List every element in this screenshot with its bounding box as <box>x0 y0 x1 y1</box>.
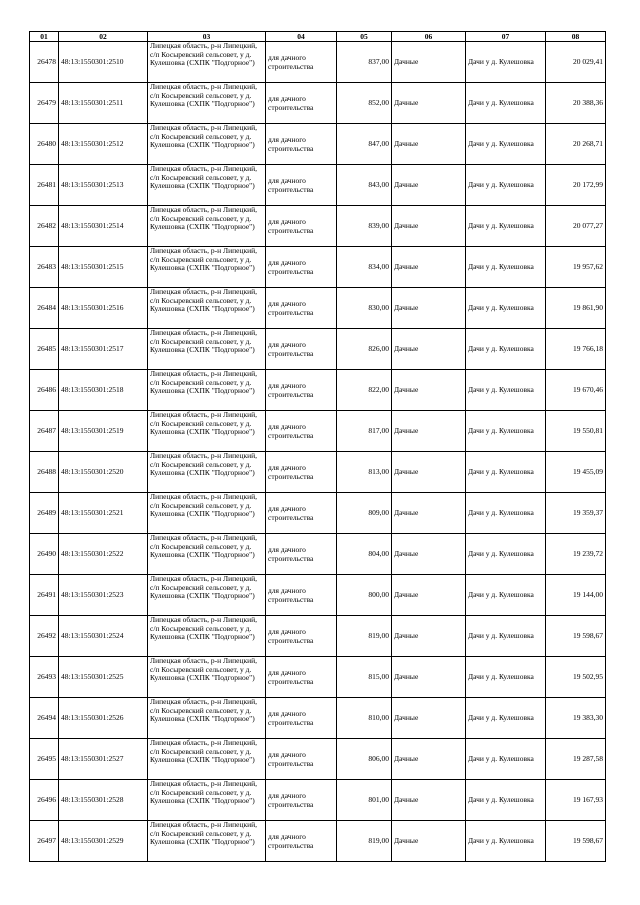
land-category: Дачные <box>392 206 466 247</box>
header-row <box>30 32 606 42</box>
land-category: Дачные <box>392 370 466 411</box>
area-value: 815,00 <box>337 657 392 698</box>
cadastral-value: 19 455,09 <box>546 452 606 493</box>
table-row <box>30 575 606 616</box>
cadastral-number: 48:13:1550301:2528 <box>59 780 148 821</box>
permitted-use: для дачного строительства <box>266 206 337 247</box>
area-value: 834,00 <box>337 247 392 288</box>
column-header-06: 06 <box>392 32 466 42</box>
cadastral-number: 48:13:1550301:2521 <box>59 493 148 534</box>
object-name: Дачи у д. Кулешовка <box>466 42 546 83</box>
area-value: 800,00 <box>337 575 392 616</box>
column-header-03: 03 <box>148 32 266 42</box>
address-cell: Липецкая область, р-н Липецкий, с/п Косыревский сельсовет, у д. Кулешовка (СХПК "Подгорное") <box>148 206 266 247</box>
cadastral-number: 48:13:1550301:2524 <box>59 616 148 657</box>
cadastral-number: 48:13:1550301:2526 <box>59 698 148 739</box>
area-value: 843,00 <box>337 165 392 206</box>
area-value: 822,00 <box>337 370 392 411</box>
row-number: 26491 <box>30 575 59 616</box>
area-value: 809,00 <box>337 493 392 534</box>
table-row <box>30 698 606 739</box>
land-category: Дачные <box>392 329 466 370</box>
address-cell: Липецкая область, р-н Липецкий, с/п Косыревский сельсовет, у д. Кулешовка (СХПК "Подгорное") <box>148 452 266 493</box>
table-row <box>30 288 606 329</box>
object-name: Дачи у д. Кулешовка <box>466 698 546 739</box>
cadastral-number: 48:13:1550301:2513 <box>59 165 148 206</box>
permitted-use: для дачного строительства <box>266 493 337 534</box>
cadastral-value: 19 359,37 <box>546 493 606 534</box>
row-number: 26481 <box>30 165 59 206</box>
address-cell: Липецкая область, р-н Липецкий, с/п Косыревский сельсовет, у д. Кулешовка (СХПК "Подгорное") <box>148 247 266 288</box>
cadastral-number: 48:13:1550301:2514 <box>59 206 148 247</box>
table-row <box>30 452 606 493</box>
object-name: Дачи у д. Кулешовка <box>466 288 546 329</box>
object-name: Дачи у д. Кулешовка <box>466 83 546 124</box>
address-cell: Липецкая область, р-н Липецкий, с/п Косыревский сельсовет, у д. Кулешовка (СХПК "Подгорное") <box>148 493 266 534</box>
land-category: Дачные <box>392 657 466 698</box>
column-header-02: 02 <box>59 32 148 42</box>
cadastral-value: 19 144,00 <box>546 575 606 616</box>
cadastral-number: 48:13:1550301:2518 <box>59 370 148 411</box>
area-value: 804,00 <box>337 534 392 575</box>
address-cell: Липецкая область, р-н Липецкий, с/п Косыревский сельсовет, у д. Кулешовка (СХПК "Подгорное") <box>148 42 266 83</box>
cadastral-number: 48:13:1550301:2520 <box>59 452 148 493</box>
cadastral-value: 19 167,93 <box>546 780 606 821</box>
area-value: 819,00 <box>337 616 392 657</box>
cadastral-number: 48:13:1550301:2529 <box>59 821 148 862</box>
object-name: Дачи у д. Кулешовка <box>466 780 546 821</box>
table-row <box>30 165 606 206</box>
address-cell: Липецкая область, р-н Липецкий, с/п Косыревский сельсовет, у д. Кулешовка (СХПК "Подгорное") <box>148 370 266 411</box>
object-name: Дачи у д. Кулешовка <box>466 739 546 780</box>
cadastral-value: 19 598,67 <box>546 821 606 862</box>
cadastral-value: 19 861,90 <box>546 288 606 329</box>
table-row <box>30 657 606 698</box>
row-number: 26483 <box>30 247 59 288</box>
cadastral-number: 48:13:1550301:2515 <box>59 247 148 288</box>
address-cell: Липецкая область, р-н Липецкий, с/п Косыревский сельсовет, у д. Кулешовка (СХПК "Подгорное") <box>148 329 266 370</box>
land-category: Дачные <box>392 780 466 821</box>
land-category: Дачные <box>392 42 466 83</box>
table-row <box>30 329 606 370</box>
object-name: Дачи у д. Кулешовка <box>466 452 546 493</box>
row-number: 26484 <box>30 288 59 329</box>
permitted-use: для дачного строительства <box>266 411 337 452</box>
table-row <box>30 42 606 83</box>
address-cell: Липецкая область, р-н Липецкий, с/п Косыревский сельсовет, у д. Кулешовка (СХПК "Подгорное") <box>148 124 266 165</box>
permitted-use: для дачного строительства <box>266 616 337 657</box>
table-row <box>30 83 606 124</box>
land-category: Дачные <box>392 493 466 534</box>
area-value: 826,00 <box>337 329 392 370</box>
cadastral-value: 19 287,58 <box>546 739 606 780</box>
object-name: Дачи у д. Кулешовка <box>466 124 546 165</box>
area-value: 837,00 <box>337 42 392 83</box>
column-header-04: 04 <box>266 32 337 42</box>
table-row <box>30 411 606 452</box>
land-category: Дачные <box>392 165 466 206</box>
cadastral-value: 19 957,62 <box>546 247 606 288</box>
row-number: 26488 <box>30 452 59 493</box>
permitted-use: для дачного строительства <box>266 288 337 329</box>
cadastral-value: 20 268,71 <box>546 124 606 165</box>
permitted-use: для дачного строительства <box>266 247 337 288</box>
permitted-use: для дачного строительства <box>266 329 337 370</box>
land-category: Дачные <box>392 698 466 739</box>
row-number: 26493 <box>30 657 59 698</box>
permitted-use: для дачного строительства <box>266 124 337 165</box>
column-header-01: 01 <box>30 32 59 42</box>
land-category: Дачные <box>392 616 466 657</box>
area-value: 839,00 <box>337 206 392 247</box>
cadastral-number: 48:13:1550301:2512 <box>59 124 148 165</box>
object-name: Дачи у д. Кулешовка <box>466 206 546 247</box>
cadastral-value: 19 239,72 <box>546 534 606 575</box>
object-name: Дачи у д. Кулешовка <box>466 411 546 452</box>
cadastral-value: 19 766,18 <box>546 329 606 370</box>
cadastral-value: 19 502,95 <box>546 657 606 698</box>
cadastral-value: 20 172,99 <box>546 165 606 206</box>
permitted-use: для дачного строительства <box>266 452 337 493</box>
table-row <box>30 124 606 165</box>
area-value: 813,00 <box>337 452 392 493</box>
cadastral-value: 20 077,27 <box>546 206 606 247</box>
row-number: 26478 <box>30 42 59 83</box>
row-number: 26496 <box>30 780 59 821</box>
cadastral-number: 48:13:1550301:2516 <box>59 288 148 329</box>
cadastral-number: 48:13:1550301:2510 <box>59 42 148 83</box>
object-name: Дачи у д. Кулешовка <box>466 329 546 370</box>
address-cell: Липецкая область, р-н Липецкий, с/п Косыревский сельсовет, у д. Кулешовка (СХПК "Подгорное") <box>148 575 266 616</box>
area-value: 817,00 <box>337 411 392 452</box>
column-header-07: 07 <box>466 32 546 42</box>
row-number: 26490 <box>30 534 59 575</box>
cadastral-number: 48:13:1550301:2525 <box>59 657 148 698</box>
permitted-use: для дачного строительства <box>266 370 337 411</box>
object-name: Дачи у д. Кулешовка <box>466 493 546 534</box>
cadastral-number: 48:13:1550301:2511 <box>59 83 148 124</box>
table-row <box>30 493 606 534</box>
object-name: Дачи у д. Кулешовка <box>466 370 546 411</box>
row-number: 26482 <box>30 206 59 247</box>
land-registry-table <box>29 31 606 862</box>
land-category: Дачные <box>392 83 466 124</box>
permitted-use: для дачного строительства <box>266 739 337 780</box>
address-cell: Липецкая область, р-н Липецкий, с/п Косыревский сельсовет, у д. Кулешовка (СХПК "Подгорное") <box>148 698 266 739</box>
permitted-use: для дачного строительства <box>266 165 337 206</box>
area-value: 806,00 <box>337 739 392 780</box>
cadastral-number: 48:13:1550301:2519 <box>59 411 148 452</box>
address-cell: Липецкая область, р-н Липецкий, с/п Косыревский сельсовет, у д. Кулешовка (СХПК "Подгорное") <box>148 83 266 124</box>
area-value: 819,00 <box>337 821 392 862</box>
area-value: 847,00 <box>337 124 392 165</box>
table-row <box>30 534 606 575</box>
address-cell: Липецкая область, р-н Липецкий, с/п Косыревский сельсовет, у д. Кулешовка (СХПК "Подгорное") <box>148 411 266 452</box>
address-cell: Липецкая область, р-н Липецкий, с/п Косыревский сельсовет, у д. Кулешовка (СХПК "Подгорное") <box>148 165 266 206</box>
area-value: 801,00 <box>337 780 392 821</box>
permitted-use: для дачного строительства <box>266 657 337 698</box>
object-name: Дачи у д. Кулешовка <box>466 821 546 862</box>
land-category: Дачные <box>392 288 466 329</box>
row-number: 26497 <box>30 821 59 862</box>
row-number: 26485 <box>30 329 59 370</box>
row-number: 26495 <box>30 739 59 780</box>
land-category: Дачные <box>392 821 466 862</box>
cadastral-value: 20 029,41 <box>546 42 606 83</box>
address-cell: Липецкая область, р-н Липецкий, с/п Косыревский сельсовет, у д. Кулешовка (СХПК "Подгорное") <box>148 616 266 657</box>
land-category: Дачные <box>392 534 466 575</box>
land-category: Дачные <box>392 411 466 452</box>
area-value: 830,00 <box>337 288 392 329</box>
column-header-05: 05 <box>337 32 392 42</box>
permitted-use: для дачного строительства <box>266 534 337 575</box>
cadastral-value: 19 670,46 <box>546 370 606 411</box>
object-name: Дачи у д. Кулешовка <box>466 575 546 616</box>
permitted-use: для дачного строительства <box>266 698 337 739</box>
address-cell: Липецкая область, р-н Липецкий, с/п Косыревский сельсовет, у д. Кулешовка (СХПК "Подгорное") <box>148 288 266 329</box>
table-row <box>30 616 606 657</box>
table-row <box>30 206 606 247</box>
address-cell: Липецкая область, р-н Липецкий, с/п Косыревский сельсовет, у д. Кулешовка (СХПК "Подгорное") <box>148 780 266 821</box>
column-header-08: 08 <box>546 32 606 42</box>
address-cell: Липецкая область, р-н Липецкий, с/п Косыревский сельсовет, у д. Кулешовка (СХПК "Подгорное") <box>148 739 266 780</box>
table-row <box>30 739 606 780</box>
object-name: Дачи у д. Кулешовка <box>466 657 546 698</box>
land-category: Дачные <box>392 124 466 165</box>
cadastral-value: 19 383,30 <box>546 698 606 739</box>
row-number: 26492 <box>30 616 59 657</box>
address-cell: Липецкая область, р-н Липецкий, с/п Косыревский сельсовет, у д. Кулешовка (СХПК "Подгорное") <box>148 657 266 698</box>
land-category: Дачные <box>392 452 466 493</box>
address-cell: Липецкая область, р-н Липецкий, с/п Косыревский сельсовет, у д. Кулешовка (СХПК "Подгорное") <box>148 821 266 862</box>
cadastral-number: 48:13:1550301:2522 <box>59 534 148 575</box>
land-category: Дачные <box>392 739 466 780</box>
table-row <box>30 247 606 288</box>
cadastral-value: 20 388,36 <box>546 83 606 124</box>
row-number: 26479 <box>30 83 59 124</box>
permitted-use: для дачного строительства <box>266 83 337 124</box>
row-number: 26494 <box>30 698 59 739</box>
object-name: Дачи у д. Кулешовка <box>466 247 546 288</box>
cadastral-value: 19 598,67 <box>546 616 606 657</box>
address-cell: Липецкая область, р-н Липецкий, с/п Косыревский сельсовет, у д. Кулешовка (СХПК "Подгорное") <box>148 534 266 575</box>
land-category: Дачные <box>392 247 466 288</box>
object-name: Дачи у д. Кулешовка <box>466 165 546 206</box>
permitted-use: для дачного строительства <box>266 821 337 862</box>
row-number: 26489 <box>30 493 59 534</box>
cadastral-number: 48:13:1550301:2517 <box>59 329 148 370</box>
row-number: 26480 <box>30 124 59 165</box>
row-number: 26486 <box>30 370 59 411</box>
table-row <box>30 821 606 862</box>
cadastral-number: 48:13:1550301:2527 <box>59 739 148 780</box>
land-category: Дачные <box>392 575 466 616</box>
permitted-use: для дачного строительства <box>266 42 337 83</box>
table-row <box>30 370 606 411</box>
permitted-use: для дачного строительства <box>266 575 337 616</box>
row-number: 26487 <box>30 411 59 452</box>
cadastral-number: 48:13:1550301:2523 <box>59 575 148 616</box>
cadastral-value: 19 550,81 <box>546 411 606 452</box>
object-name: Дачи у д. Кулешовка <box>466 534 546 575</box>
table-body <box>30 42 606 862</box>
object-name: Дачи у д. Кулешовка <box>466 616 546 657</box>
area-value: 852,00 <box>337 83 392 124</box>
area-value: 810,00 <box>337 698 392 739</box>
permitted-use: для дачного строительства <box>266 780 337 821</box>
table-row <box>30 780 606 821</box>
